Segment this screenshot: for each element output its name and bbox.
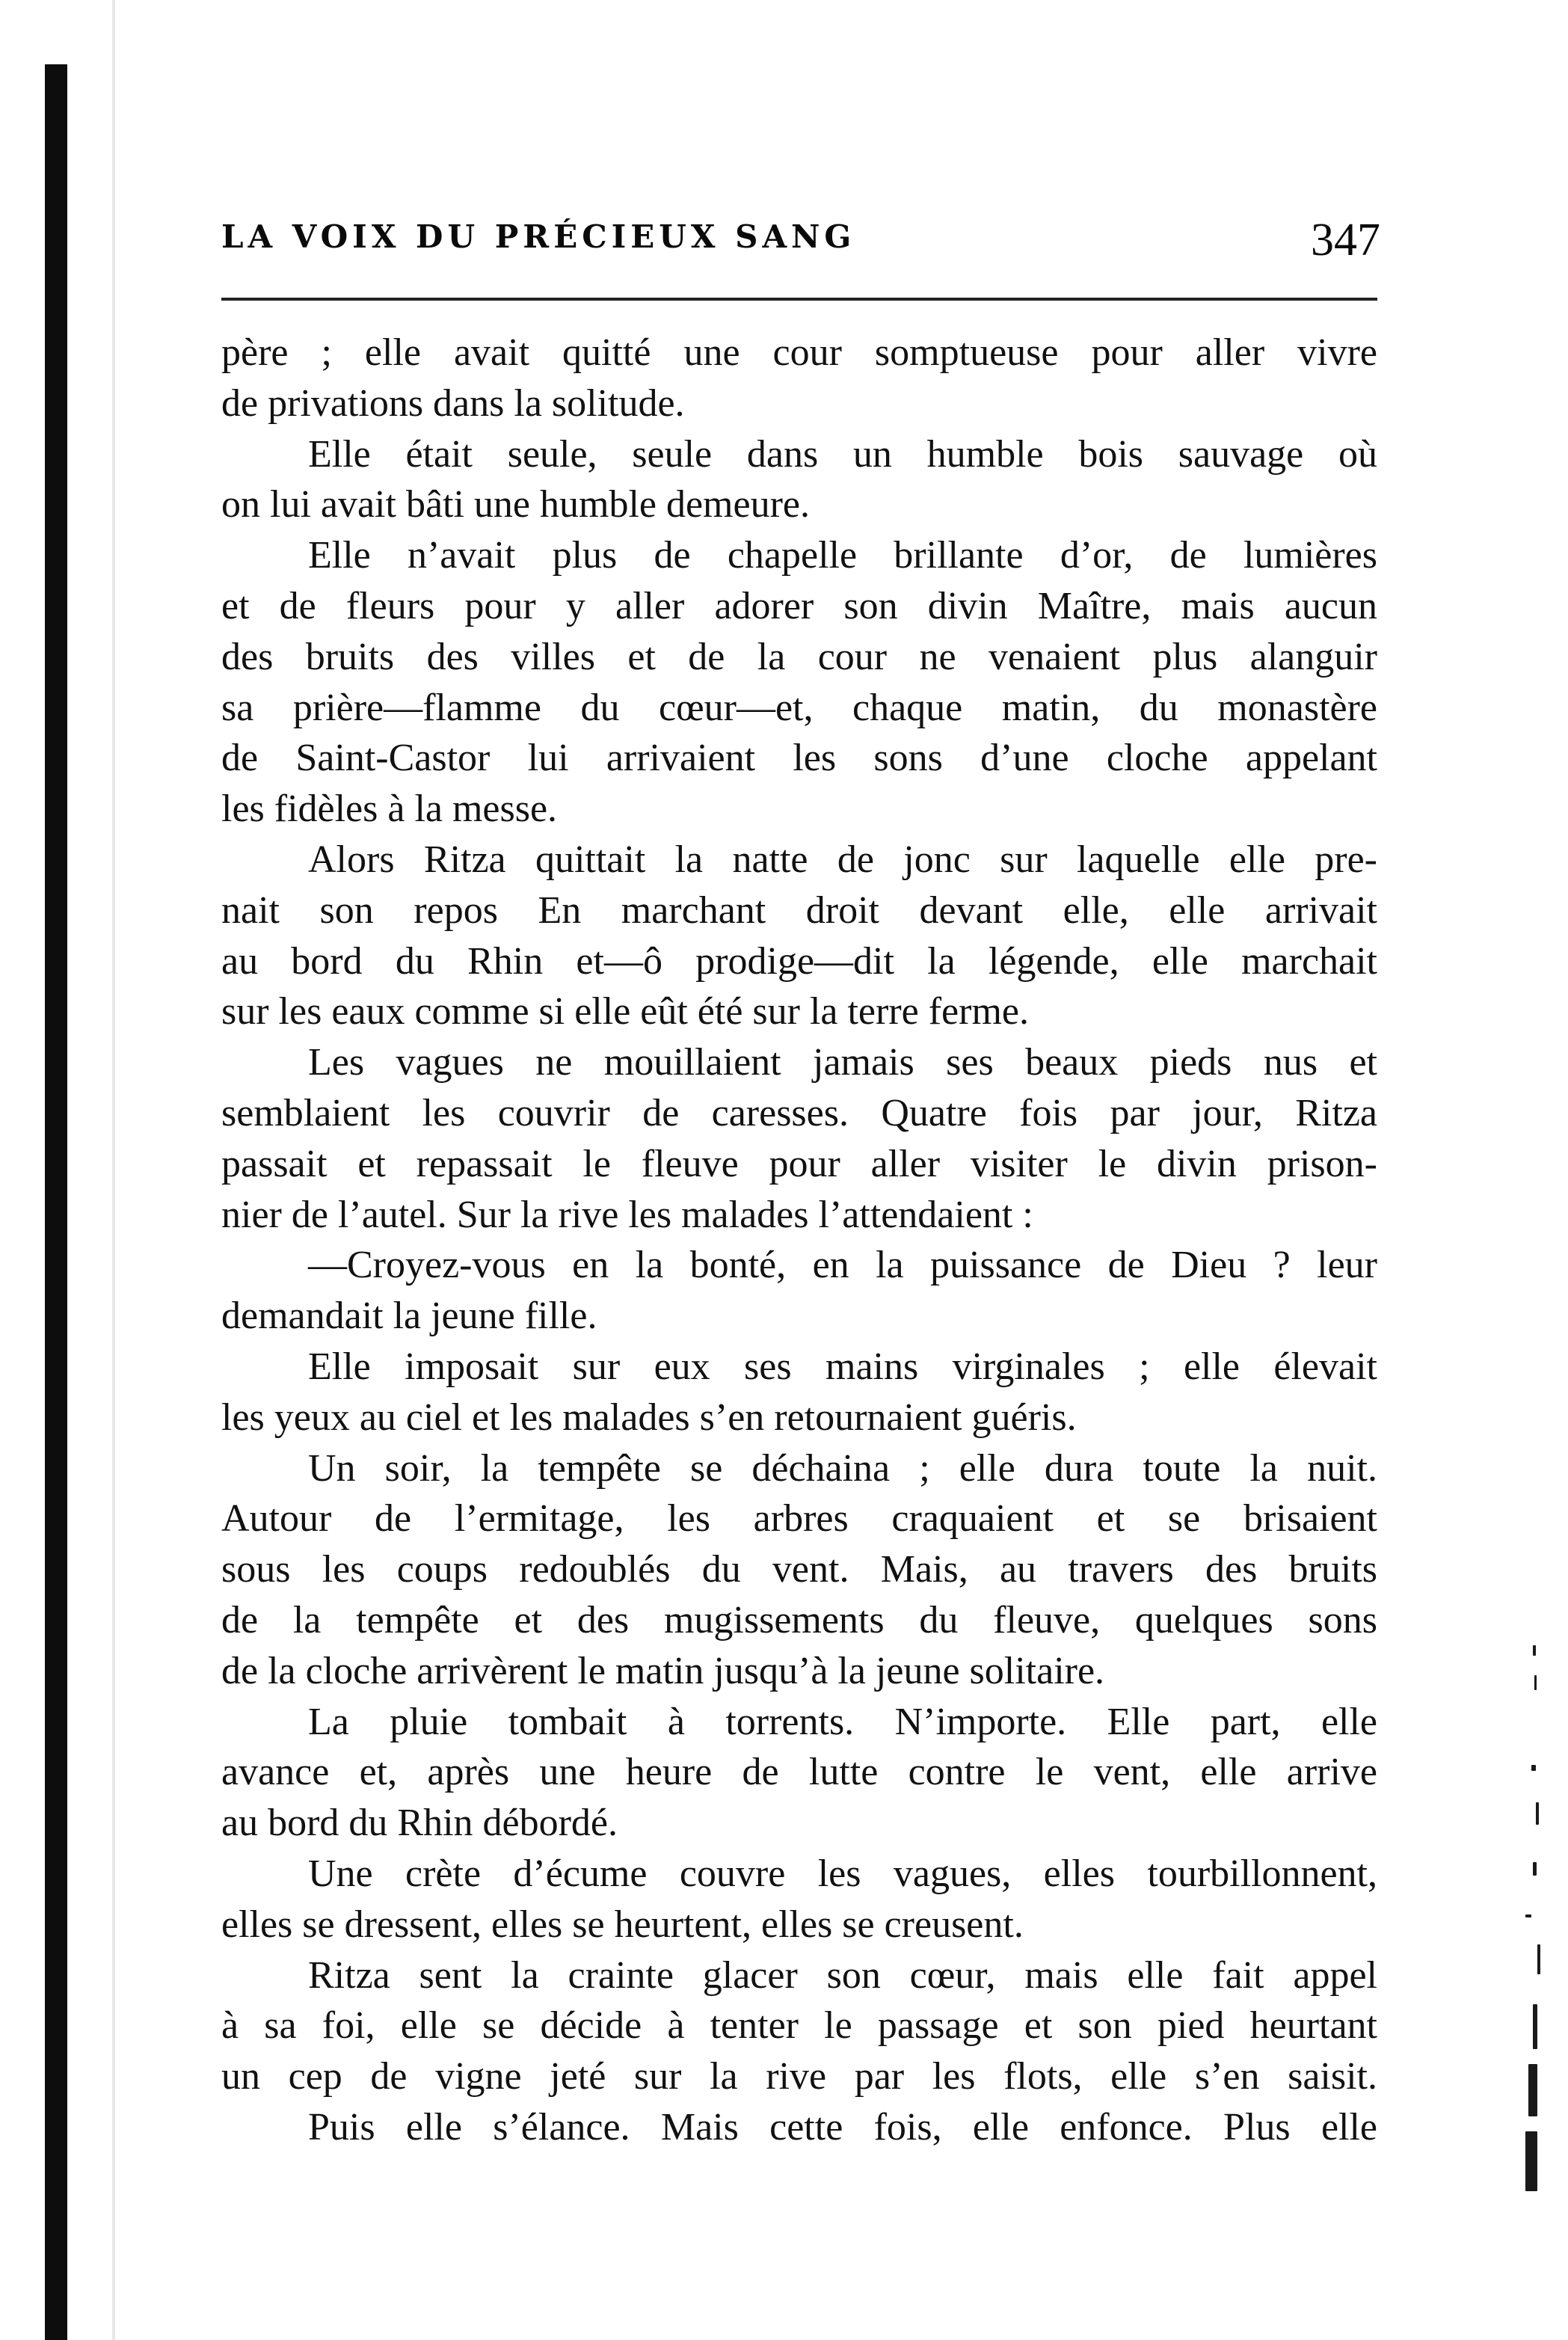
scan-speck [1537,1944,1540,1974]
text-line: au bord du Rhin débordé. [221,1802,618,1845]
page-gutter-shadow [112,0,115,2340]
text-line: elles se dressent, elles se heurtent, elles se creusent. [221,1903,1024,1946]
text-line: de la tempête et des mugissements du fleuve, quelques sons [221,1598,1377,1642]
scan-speck [1531,1765,1536,1771]
text-line: père ; elle avait quitté une cour somptueuse pour aller vivre [221,331,1377,374]
text-line: sous les coups redoublés du vent. Mais, au travers des bruits [221,1548,1377,1591]
scan-speck [1533,2004,1537,2049]
body-text [221,328,1377,2153]
text-line: sur les eaux comme si elle eût été sur la terre ferme. [221,990,1029,1034]
text-line: de privations dans la solitude. [221,381,685,425]
text-line: nier de l’autel. Sur la rive les malades l’attendaient : [221,1193,1033,1236]
running-title: LA VOIX DU PRÉCIEUX SANG [221,218,856,255]
text-line: un cep de vigne jeté sur la rive par les flots, elle s’en saisit. [221,2055,1377,2098]
text-line: et de fleurs pour y aller adorer son divin Maître, mais aucun [221,584,1377,627]
text-line: des bruits des villes et de la cour ne venaient plus alanguir [221,635,1377,678]
text-line: de la cloche arrivèrent le matin jusqu’à la jeune solitaire. [221,1649,1105,1692]
scan-speck [1528,2064,1537,2116]
text-line: de Saint-Castor lui arrivaient les sons d’une cloche appelant [221,737,1377,780]
header-rule [221,298,1377,301]
text-line: à sa foi, elle se décide à tenter le passage et son pied heurtant [221,2004,1377,2048]
text-line: avance et, après une heure de lutte contre le vent, elle arrive [221,1751,1377,1794]
text-line: Autour de l’ermitage, les arbres craquaient et se brisaient [221,1497,1377,1541]
scan-speck [1525,1914,1531,1917]
text-line: La pluie tombait à torrents. N’importe. Elle part, elle [308,1700,1377,1743]
scan-speck [1525,2131,1537,2191]
text-line: Elle imposait sur eux ses mains virginales ; elle élevait [308,1345,1377,1388]
text-line: Puis elle s’élance. Mais cette fois, elle enfonce. Plus elle [308,2105,1377,2149]
scan-specks [1503,1630,1548,2214]
scan-speck [1533,1645,1536,1656]
text-line: au bord du Rhin et—ô prodige—dit la légende, elle marchait [221,939,1377,983]
text-line: Alors Ritza quittait la natte de jonc sur laquelle elle pre- [308,838,1377,881]
text-line: semblaient les couvrir de caresses. Quatre fois par jour, Ritza [221,1091,1377,1134]
page-number: 347 [1311,215,1380,265]
scan-speck [1536,1802,1539,1825]
text-line: on lui avait bâti une humble demeure. [221,483,810,526]
text-line: Ritza sent la crainte glacer son cœur, mais elle fait appel [308,1953,1377,1997]
text-line: les yeux au ciel et les malades s’en retournaient guéris. [221,1395,1077,1439]
page-header [221,214,1380,268]
scan-speck [1534,1675,1537,1690]
text-line: les fidèles à la messe. [221,787,558,831]
text-line: passait et repassait le fleuve pour aller visiter le divin prison- [221,1142,1377,1185]
text-line: sa prière—flamme du cœur—et, chaque matin, du monastère [221,686,1377,729]
text-line: nait son repos En marchant droit devant elle, elle arrivait [221,888,1377,932]
text-line: Elle n’avait plus de chapelle brillante d’or, de lumières [308,534,1377,577]
text-line: demandait la jeune fille. [221,1295,597,1338]
text-line: —Croyez-vous en la bonté, en la puissance de Dieu ? leur [308,1244,1377,1287]
text-line: Les vagues ne mouillaient jamais ses beaux pieds nus et [308,1041,1377,1084]
page-binding-edge [45,64,67,2340]
text-line: Elle était seule, seule dans un humble bois sauvage où [308,432,1377,476]
text-line: Un soir, la tempête se déchaina ; elle dura toute la nuit. [308,1446,1377,1490]
scan-speck [1533,1862,1537,1876]
text-line: Une crète d’écume couvre les vagues, elles tourbillonnent, [308,1852,1377,1895]
